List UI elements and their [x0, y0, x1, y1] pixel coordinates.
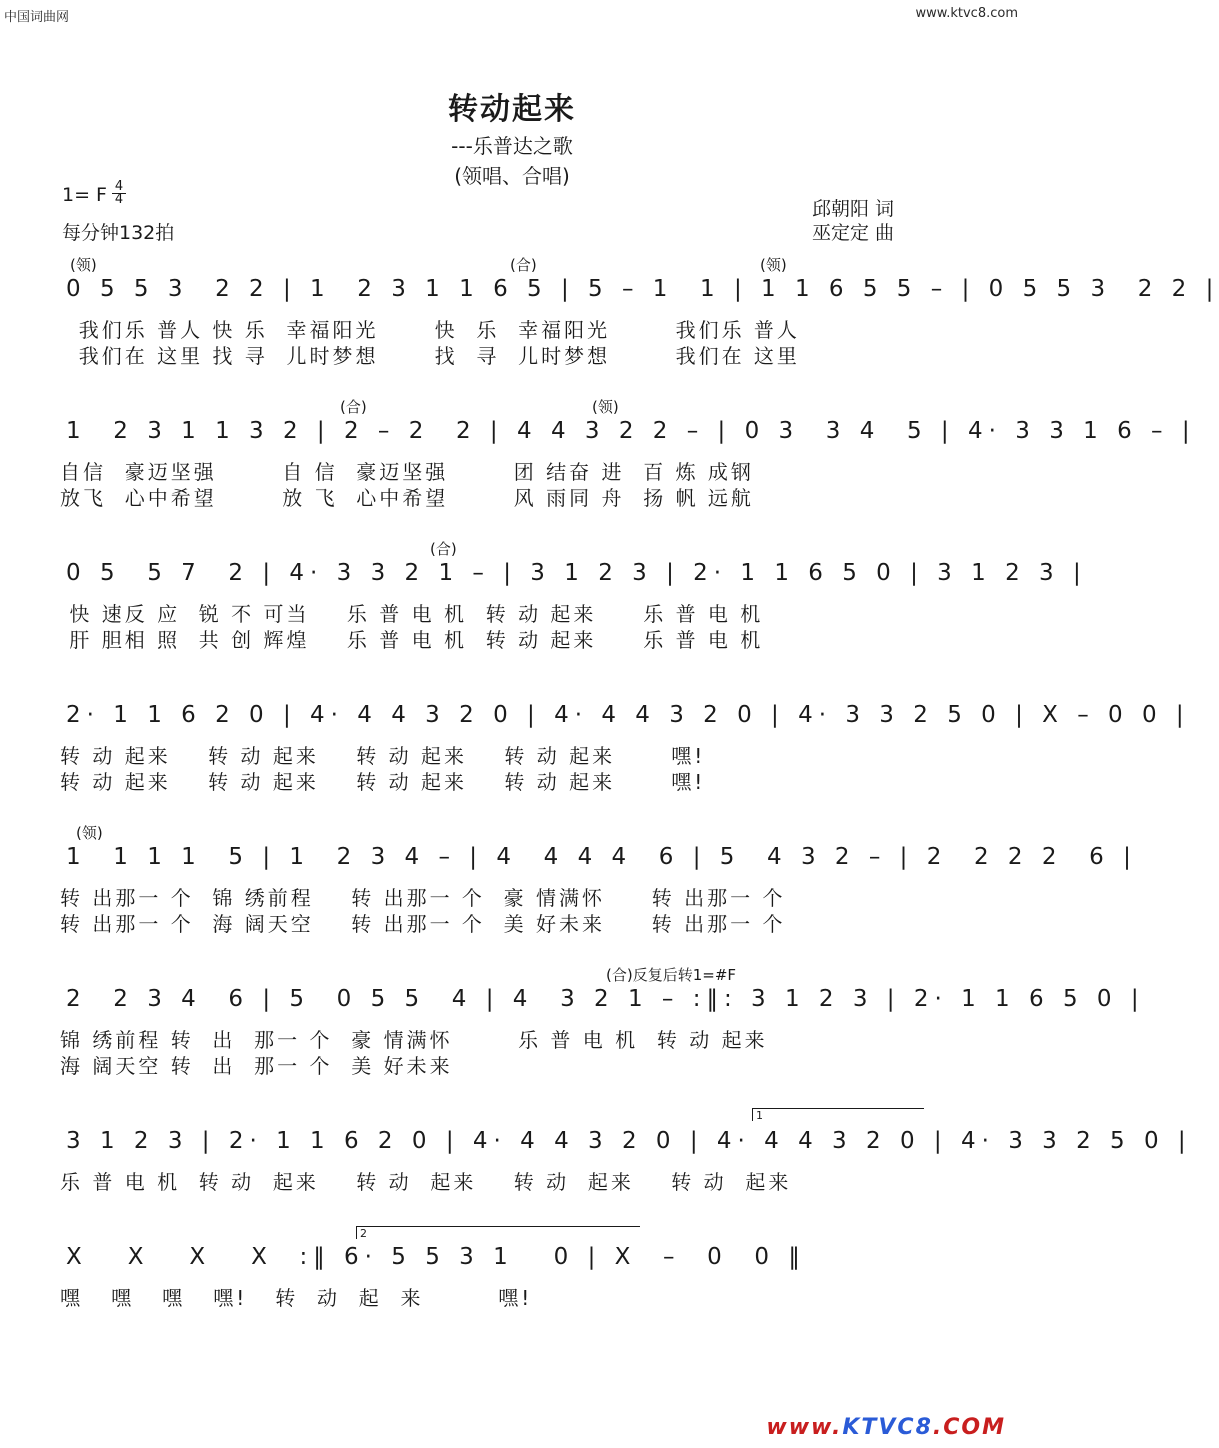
part-mark: (领) — [70, 256, 97, 274]
tempo-marking: 每分钟132拍 — [62, 222, 175, 244]
song-subtitle: ---乐普达之歌 — [451, 134, 573, 158]
lyric-verse-2: 转 动 起来 转 动 起来 转 动 起来 转 动 起来 嘿! — [60, 770, 706, 794]
footer-tld: .COM — [932, 1415, 1006, 1440]
time-signature-bottom: 4 — [114, 192, 124, 207]
lyric-verse-1: 我们乐 普人 快 乐 幸福阳光 快 乐 幸福阳光 我们乐 普人 — [60, 318, 800, 342]
lyric-verse-1: 嘿 嘿 嘿 嘿! 转 动 起 来 嘿! — [60, 1286, 533, 1310]
volta-number: 1 — [756, 1109, 763, 1122]
score-system-7 — [60, 1106, 1192, 1206]
notation-line: X X X X :‖ 6· 5 5 3 1 0 | X – 0 0 ‖ — [66, 1244, 806, 1270]
time-signature-top: 4 — [112, 181, 126, 194]
score-system-2 — [60, 396, 1196, 514]
lyric-verse-1: 转 出那一 个 锦 绣前程 转 出那一 个 豪 情满怀 转 出那一 个 — [60, 886, 786, 910]
part-mark: (领) — [592, 398, 619, 416]
notation-line: 2 2 3 4 6 | 5 0 5 5 4 | 4 3 2 1 – :‖: 3 1 2 3 | 2· 1 1 6 5 0 | — [66, 986, 1145, 1012]
lyric-verse-1: 快 速反 应 锐 不 可当 乐 普 电 机 转 动 起来 乐 普 电 机 — [60, 602, 764, 626]
score-system-3 — [60, 538, 1087, 656]
watermark-site-left: 中国词曲网 — [4, 10, 70, 25]
score-system-1 — [60, 254, 1219, 372]
lyric-verse-1: 锦 绣前程 转 出 那一 个 豪 情满怀 乐 普 电 机 转 动 起来 — [60, 1028, 768, 1052]
lyric-verse-2: 海 阔天空 转 出 那一 个 美 好未来 — [60, 1054, 453, 1078]
part-mark-repeat-direction: (合)反复后转1=#F — [606, 966, 737, 984]
notation-line: 2· 1 1 6 2 0 | 4· 4 4 3 2 0 | 4· 4 4 3 2 0 | 4· 3 3 2 5 0 | X – 0 0 | — [66, 702, 1190, 728]
score-system-4 — [60, 680, 1190, 798]
song-title: 转动起来 — [448, 92, 576, 127]
notation-line: 3 1 2 3 | 2· 1 1 6 2 0 | 4· 4 4 3 2 0 | 4· 4 4 3 2 0 | 4· 3 3 2 5 0 | — [66, 1128, 1192, 1154]
volta-bracket-2 — [356, 1226, 640, 1239]
score-system-8 — [60, 1222, 936, 1322]
notation-line: 1 1 1 1 5 | 1 2 3 4 – | 4 4 4 4 6 | 5 4 3 2 – | 2 2 2 2 6 | — [66, 844, 1137, 870]
lyricist-credit: 邱朝阳 词 — [812, 198, 895, 220]
score-system-6 — [60, 964, 1145, 1082]
volta-bracket-1 — [752, 1108, 924, 1121]
watermark-site-right: www.ktvc8.com — [915, 6, 1018, 21]
lyric-verse-2: 肝 胆相 照 共 创 辉煌 乐 普 电 机 转 动 起来 乐 普 电 机 — [60, 628, 764, 652]
part-mark: (合) — [340, 398, 367, 416]
footer-watermark — [766, 1415, 1006, 1440]
notation-line: 1 2 3 1 1 3 2 | 2 – 2 2 | 4 4 3 2 2 – | 0 3 3 4 5 | 4· 3 3 1 6 – | — [66, 418, 1196, 444]
footer-prefix: www. — [766, 1415, 843, 1440]
part-mark: (合) — [510, 256, 537, 274]
part-mark: (领) — [760, 256, 787, 274]
voicing-note: (领唱、合唱) — [454, 164, 570, 188]
part-mark: (合) — [430, 540, 457, 558]
part-mark: (领) — [76, 824, 103, 842]
time-signature — [112, 181, 126, 206]
notation-line: 0 5 5 7 2 | 4· 3 3 2 1 – | 3 1 2 3 | 2· 1 1 6 5 0 | 3 1 2 3 | — [66, 560, 1087, 586]
lyric-verse-2: 放飞 心中希望 放 飞 心中希望 风 雨同 舟 扬 帆 远航 — [60, 486, 754, 510]
lyric-verse-2: 我们在 这里 找 寻 儿时梦想 找 寻 儿时梦想 我们在 这里 — [60, 344, 800, 368]
lyric-verse-1: 自信 豪迈坚强 自 信 豪迈坚强 团 结奋 进 百 炼 成钢 — [60, 460, 754, 484]
lyric-verse-1: 转 动 起来 转 动 起来 转 动 起来 转 动 起来 嘿! — [60, 744, 706, 768]
lyric-verse-1: 乐 普 电 机 转 动 起来 转 动 起来 转 动 起来 转 动 起来 — [60, 1170, 792, 1194]
footer-brand: KTVC8 — [842, 1415, 933, 1440]
composer-credit: 巫定定 曲 — [812, 222, 895, 244]
lyric-verse-2: 转 出那一 个 海 阔天空 转 出那一 个 美 好未来 转 出那一 个 — [60, 912, 786, 936]
volta-number: 2 — [360, 1227, 367, 1240]
notation-line: 0 5 5 3 2 2 | 1 2 3 1 1 6 5 | 5 – 1 1 | 1 1 6 5 5 – | 0 5 5 3 2 2 | — [66, 276, 1219, 302]
score-system-5 — [60, 822, 1137, 940]
key-signature: 1= F — [62, 184, 107, 206]
